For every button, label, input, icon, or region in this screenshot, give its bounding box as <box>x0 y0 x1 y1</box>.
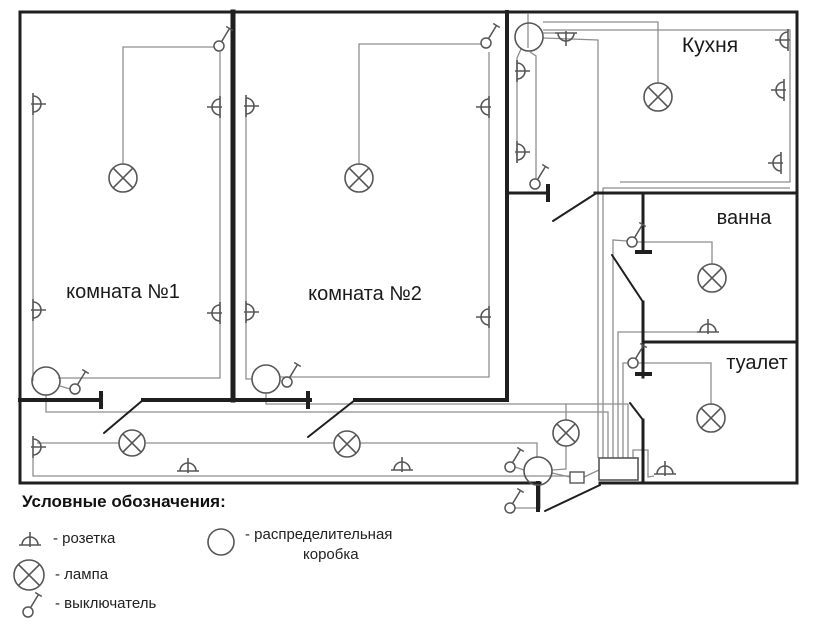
lamp-icon <box>698 264 726 292</box>
lamp-icon <box>109 164 137 192</box>
socket-icon-glyph <box>19 532 41 547</box>
wire <box>618 332 697 458</box>
junction-box-icon <box>206 527 236 557</box>
room-label-kitchen: Кухня <box>681 34 739 57</box>
door-swing <box>545 485 600 511</box>
electrical-panel <box>599 458 638 480</box>
door-swing <box>612 255 643 302</box>
socket-icon <box>207 96 222 118</box>
legend-label-junction-box-line1: - распределительная <box>245 526 393 543</box>
wire <box>515 467 524 470</box>
meter-box <box>570 472 584 483</box>
socket-icon <box>31 436 46 458</box>
junction-box-icon <box>32 367 60 395</box>
wire <box>584 470 599 477</box>
legend-title: Условные обозначения: <box>22 492 226 511</box>
legend-label-junction-box-line2: коробка <box>303 545 359 563</box>
junction-box-icon <box>515 23 543 51</box>
wire <box>60 386 70 389</box>
wire <box>246 99 252 379</box>
legend-item-socket <box>16 528 115 550</box>
wire <box>33 458 570 476</box>
room-label-room-2: комната №2 <box>308 283 422 305</box>
lamp-icon <box>553 420 579 446</box>
junction-box-icon-glyph <box>208 529 234 555</box>
socket-icon <box>31 299 46 321</box>
socket-icon <box>31 93 46 115</box>
lamp-icon <box>334 431 360 457</box>
door-swing <box>630 403 643 420</box>
wire <box>623 363 628 458</box>
lamp-icon <box>12 558 46 592</box>
socket-icon <box>391 457 413 472</box>
junction-box-icon <box>252 365 280 393</box>
wire <box>543 22 658 83</box>
door-swing <box>104 400 143 433</box>
wire <box>613 240 627 458</box>
switch-icon <box>505 489 524 514</box>
lamp-icon <box>697 404 725 432</box>
wire <box>530 52 536 179</box>
socket-icon <box>207 302 222 324</box>
wire <box>552 446 566 470</box>
legend-label-switch: - выключатель <box>55 594 157 612</box>
room-label-bathroom: ванна <box>716 207 772 229</box>
lamp-icon <box>644 83 672 111</box>
switch-icon-glyph <box>23 593 42 618</box>
legend-item-junction-box <box>206 527 392 563</box>
wire <box>638 363 711 404</box>
switch-icon <box>70 370 89 395</box>
lamp-icon-glyph <box>14 560 44 590</box>
legend-item-switch <box>20 588 156 620</box>
switch-icon <box>530 165 549 190</box>
door-swing <box>553 194 595 221</box>
socket-icon <box>476 96 491 118</box>
socket-icon <box>515 60 530 82</box>
socket-icon <box>177 458 199 473</box>
switch-icon <box>214 27 233 52</box>
socket-icon <box>654 461 676 476</box>
socket-icon <box>768 152 783 174</box>
socket-icon <box>16 528 44 550</box>
switch-icon <box>481 24 500 49</box>
socket-icon <box>775 29 790 51</box>
lamp-icon <box>119 430 145 456</box>
socket-icon <box>771 79 786 101</box>
switch-icon <box>282 363 301 388</box>
socket-icon <box>244 95 259 117</box>
room-label-toilet: туалет <box>726 352 788 374</box>
room-label-room-1: комната №1 <box>66 281 180 303</box>
legend-label-lamp: - лампа <box>55 565 109 583</box>
legend-label-socket: - розетка <box>53 529 116 547</box>
wire <box>58 52 220 378</box>
lamp-icon <box>345 164 373 192</box>
wire <box>123 47 214 164</box>
socket-icon <box>697 319 719 334</box>
junction-box-icon <box>524 457 552 485</box>
wire <box>359 44 481 164</box>
wire <box>280 52 489 377</box>
legend-item-lamp <box>12 558 108 592</box>
switch-icon <box>20 588 46 620</box>
socket-icon <box>515 141 530 163</box>
wire <box>543 38 598 458</box>
wire <box>360 443 537 458</box>
socket-icon <box>476 306 491 328</box>
socket-icon <box>244 301 259 323</box>
